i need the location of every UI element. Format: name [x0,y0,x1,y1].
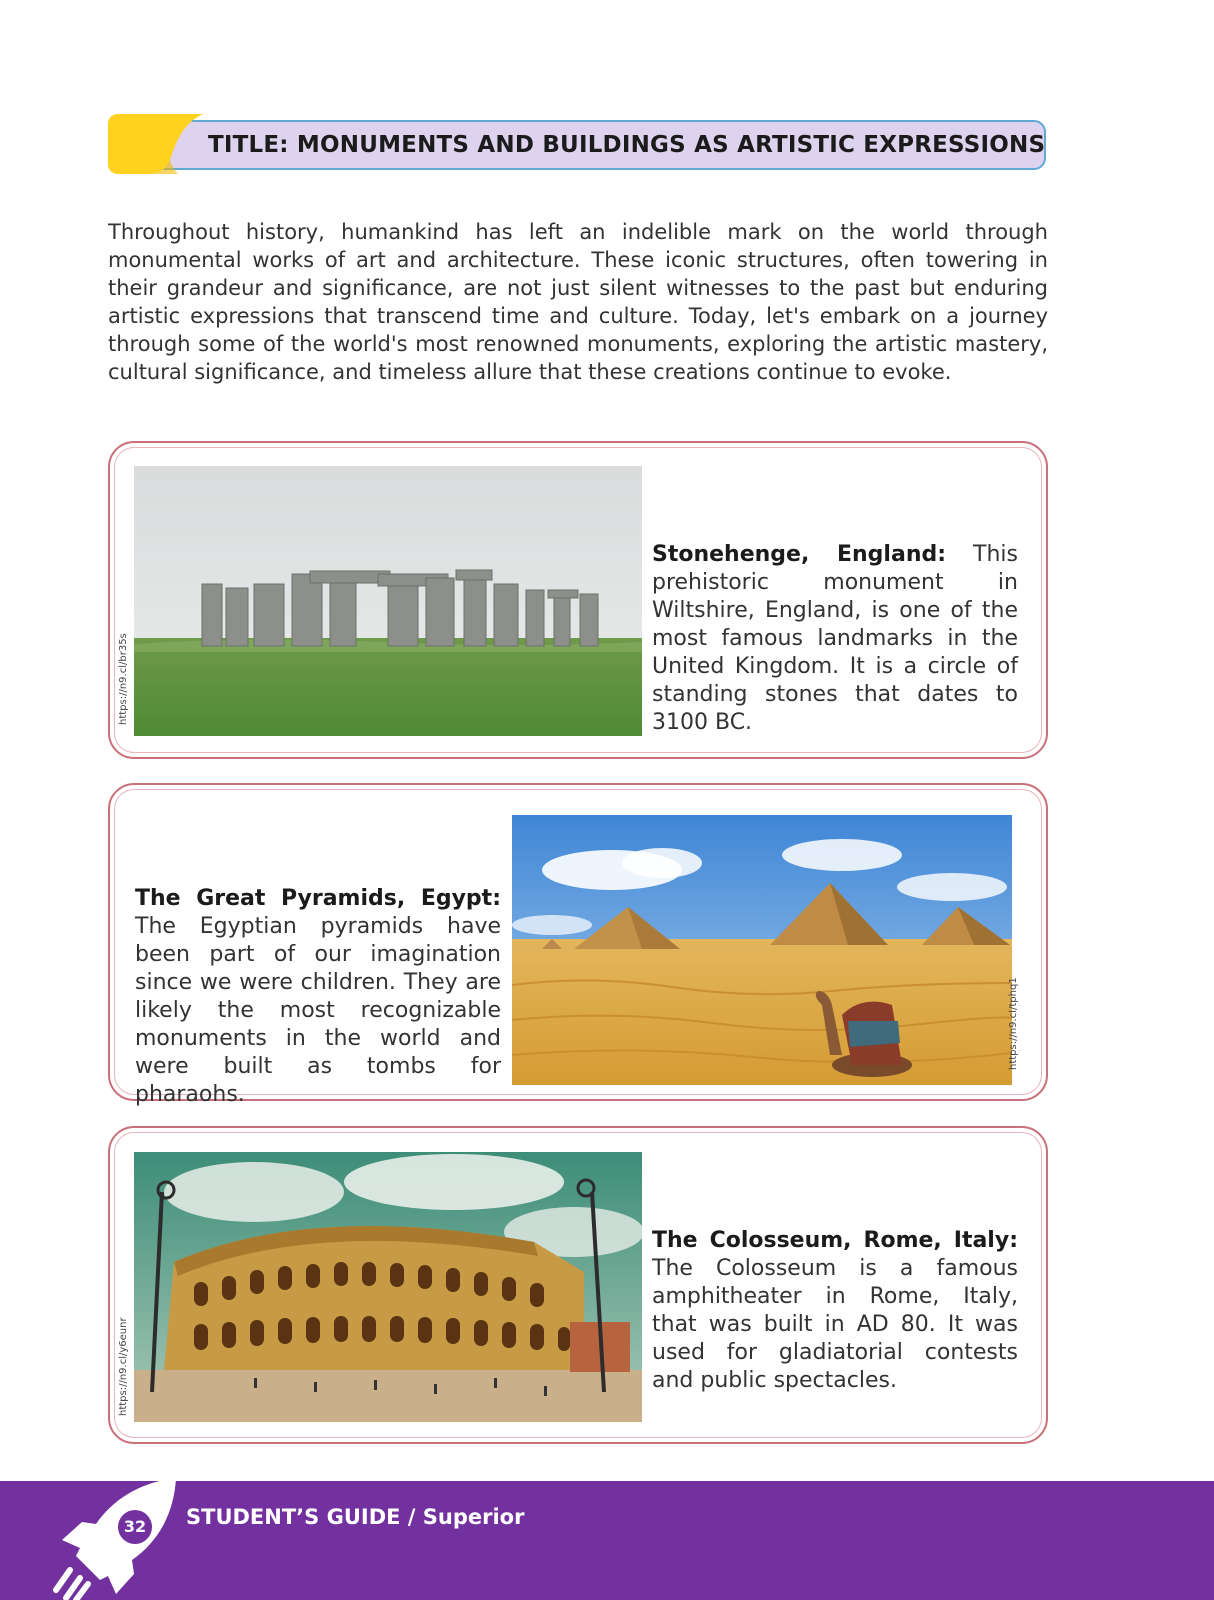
title-tab-shape [108,114,204,174]
photo-credit: https://n9.cl/br35s [118,633,129,725]
monument-description: The Colosseum is a famous amphitheater in Rome, Italy, that was built in AD 80. It was used for gladiatorial contests and public spectacles. [652,1256,1018,1393]
monument-caption [652,1227,1018,1395]
title-banner [108,112,1050,178]
monument-card-pyramids [108,783,1048,1107]
guide-level: / Superior [400,1505,525,1529]
monument-card-stonehenge [108,441,1048,759]
page-footer [0,1481,1214,1600]
monument-name: Stonehenge, England: [652,542,947,567]
page-title: TITLE: MONUMENTS AND BUILDINGS AS ARTISTIC EXPRESSIONS [208,132,1046,158]
guide-label: STUDENT’S GUIDE [186,1505,401,1529]
monument-description: This prehistoric monument in Wiltshire, England, is one of the most famous landmarks in the United Kingdom. It is a circle of standing stones that dates to 3100 BC. [652,542,1018,735]
stonehenge-photo [134,466,642,736]
monument-caption [652,541,1018,737]
photo-credit: https://n9.cl/tphq1 [1008,977,1019,1070]
monument-card-colosseum [108,1126,1048,1444]
monument-description: The Egyptian pyramids have been part of our imagination since we were children. They are likely the most recognizable monuments in the world and were built as tombs for pharaohs. [135,914,501,1107]
photo-credit: https://n9.cl/y6eunr [118,1317,129,1416]
intro-paragraph: Throughout history, humankind has left an indelible mark on the world through monumental works of art and architecture. These iconic structures, often towering in their grandeur and significance, are not just silent witnesses to the past but enduring artistic expressions that transcend time and culture. Today, let's embark on a journey through some of the world's most renowned monuments, exploring the artistic mastery, cultural significance, and timeless allure that these creations continue to evoke. [108,220,1048,384]
monument-caption [135,885,501,1109]
monument-name: The Colosseum, Rome, Italy: [652,1228,1018,1253]
pyramids-photo [512,815,1012,1085]
monument-name: The Great Pyramids, Egypt: [135,886,501,911]
footer-guide-label [186,1505,524,1529]
rocket-icon [52,1478,182,1600]
page-number: 32 [118,1510,152,1544]
colosseum-photo [134,1152,642,1422]
